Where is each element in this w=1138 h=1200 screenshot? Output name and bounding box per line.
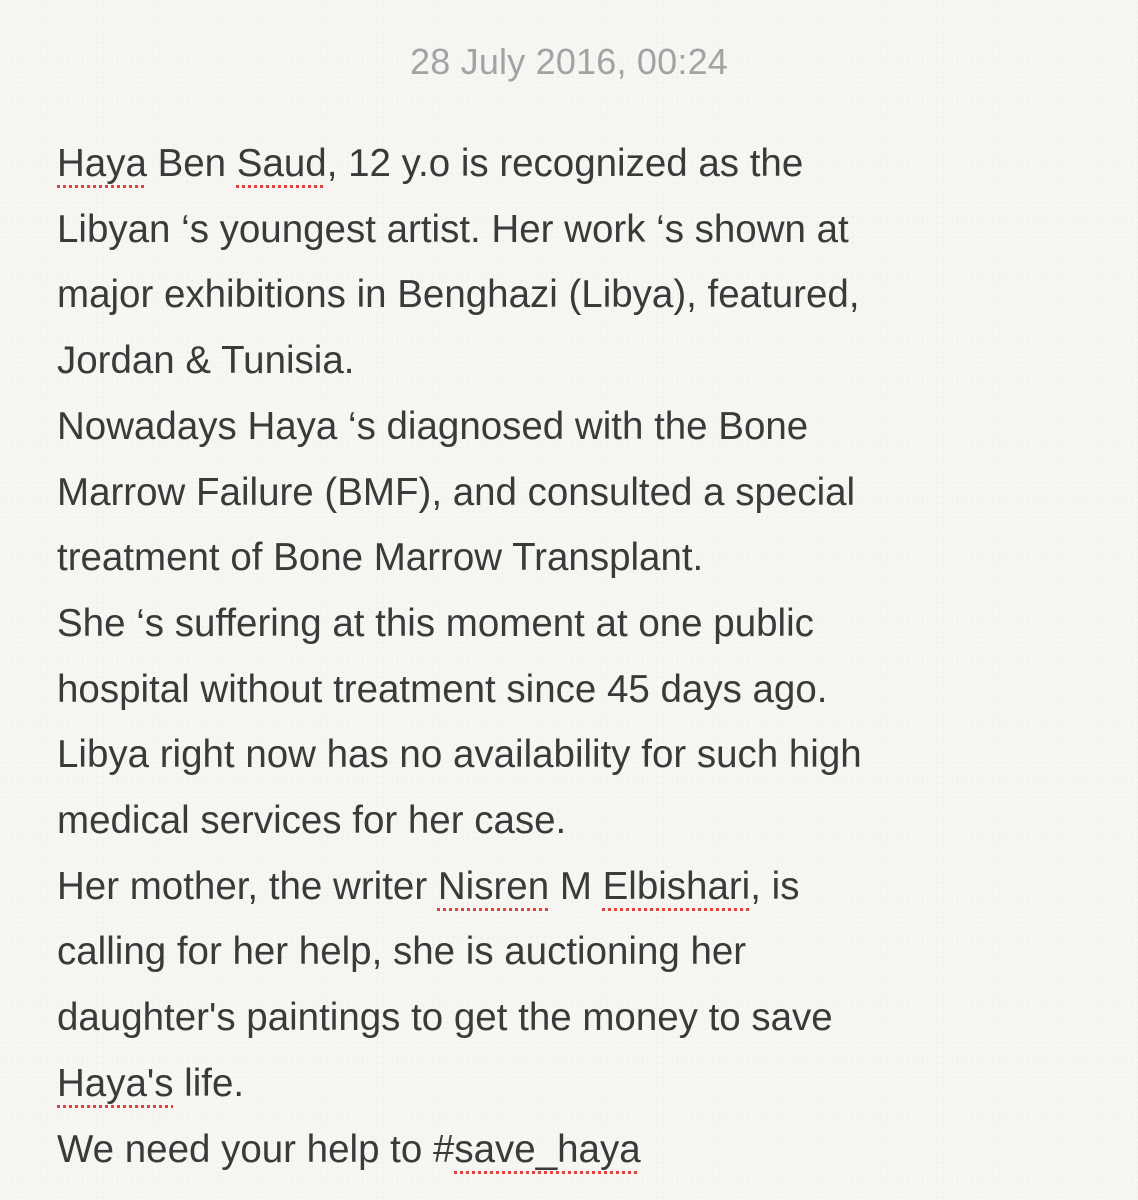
- note-line: [57, 854, 1117, 920]
- note-line: [57, 1117, 1117, 1183]
- text-segment: life.: [173, 1061, 245, 1105]
- misspelled-word: save_haya: [454, 1127, 641, 1171]
- text-segment: major exhibitions in Benghazi (Libya), featured,: [57, 273, 860, 317]
- note-line: [57, 394, 1117, 460]
- note-line: [57, 197, 1117, 263]
- text-segment: She ‘s suffering at this moment at one public: [57, 601, 814, 645]
- note-line: [57, 262, 1117, 328]
- text-segment: Libya right now has no availability for such high: [57, 733, 862, 777]
- text-segment: Her mother, the writer: [57, 864, 438, 908]
- text-segment: Libyan ‘s youngest artist. Her work ‘s shown at: [57, 207, 849, 251]
- note-line: [57, 985, 1117, 1051]
- note-line: [57, 1051, 1117, 1117]
- text-segment: treatment of Bone Marrow Transplant.: [57, 536, 704, 580]
- text-segment: M: [549, 864, 603, 908]
- note-line: [57, 722, 1117, 788]
- misspelled-word: Elbishari: [602, 864, 751, 908]
- misspelled-word: Haya's: [57, 1061, 174, 1105]
- note-body-text[interactable]: [57, 131, 1117, 1182]
- note-line: [57, 591, 1117, 657]
- note-line: [57, 657, 1117, 723]
- text-segment: Ben: [146, 142, 237, 185]
- text-segment: , 12 y.o is recognized as the: [326, 142, 804, 185]
- note-line: [57, 788, 1117, 854]
- note-line: [57, 328, 1117, 394]
- text-segment: calling for her help, she is auctioning her: [57, 930, 747, 974]
- text-segment: Marrow Failure (BMF), and consulted a special: [57, 470, 856, 514]
- misspelled-word: Nisren: [437, 864, 550, 908]
- text-segment: hospital without treatment since 45 days ago.: [57, 667, 828, 711]
- text-segment: medical services for her case.: [57, 799, 567, 843]
- note-line: [57, 460, 1117, 526]
- text-segment: , is: [750, 864, 800, 908]
- note-line: [57, 919, 1117, 985]
- note-line: [57, 131, 1117, 197]
- misspelled-word: Saud: [236, 142, 327, 185]
- text-segment: Jordan & Tunisia.: [57, 339, 355, 383]
- text-segment: Nowadays Haya ‘s diagnosed with the Bone: [57, 404, 809, 448]
- misspelled-word: Haya: [57, 142, 147, 185]
- note-timestamp: 28 July 2016, 00:24: [409, 41, 729, 82]
- note-line: [57, 525, 1117, 591]
- text-segment: We need your help to #: [57, 1127, 455, 1171]
- text-segment: daughter's paintings to get the money to save: [57, 996, 833, 1040]
